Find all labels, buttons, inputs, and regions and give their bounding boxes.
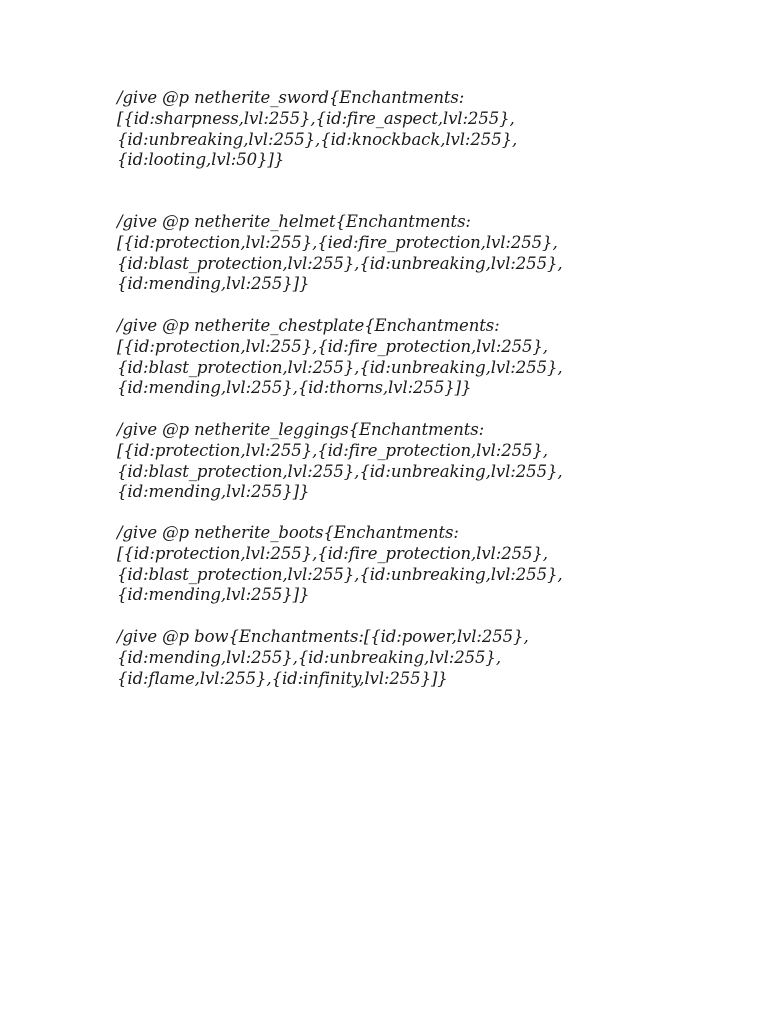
- command-line: {id:mending,lvl:255}]}: [117, 585, 310, 605]
- give-command-netherite-boots: [117, 523, 737, 606]
- command-line: {id:blast_protection,lvl:255},{id:unbreaking,lvl:255},: [117, 564, 563, 584]
- give-command-bow: [117, 627, 737, 689]
- command-line: /give @p netherite_chestplate{Enchantments:: [117, 316, 500, 335]
- give-command-netherite-sword: [117, 88, 737, 171]
- command-line: [{id:protection,lvl:255},{id:fire_protection,lvl:255},: [117, 543, 548, 563]
- command-line: /give @p bow{Enchantments:[{id:power,lvl:255},: [117, 627, 529, 646]
- command-line: /give @p netherite_sword{Enchantments:: [117, 88, 465, 107]
- command-line: /give @p netherite_helmet{Enchantments:: [117, 212, 471, 231]
- command-line: {id:unbreaking,lvl:255},{id:knockback,lvl:255},: [117, 129, 518, 149]
- command-line: /give @p netherite_leggings{Enchantments:: [117, 420, 485, 439]
- give-command-netherite-chestplate: [117, 316, 737, 399]
- command-line: {id:mending,lvl:255},{id:thorns,lvl:255}]}: [117, 378, 472, 398]
- command-line: {id:mending,lvl:255}]}: [117, 274, 310, 294]
- command-line: {id:flame,lvl:255},{id:infinity,lvl:255}]}: [117, 668, 448, 688]
- command-line: [{id:protection,lvl:255},{id:fire_protection,lvl:255},: [117, 336, 548, 356]
- command-line: {id:blast_protection,lvl:255},{id:unbreaking,lvl:255},: [117, 357, 563, 377]
- give-command-netherite-helmet: [117, 212, 737, 295]
- command-line: [{id:protection,lvl:255},{id:fire_protection,lvl:255},: [117, 440, 548, 460]
- command-line: [{id:protection,lvl:255},{ied:fire_protection,lvl:255},: [117, 232, 558, 252]
- command-line: {id:looting,lvl:50}]}: [117, 150, 285, 170]
- command-line: {id:blast_protection,lvl:255},{id:unbreaking,lvl:255},: [117, 253, 563, 273]
- command-line: {id:mending,lvl:255}]}: [117, 482, 310, 502]
- command-line: [{id:sharpness,lvl:255},{id:fire_aspect,lvl:255},: [117, 108, 515, 128]
- command-line: /give @p netherite_boots{Enchantments:: [117, 523, 459, 542]
- command-line: {id:blast_protection,lvl:255},{id:unbreaking,lvl:255},: [117, 461, 563, 481]
- command-line: {id:mending,lvl:255},{id:unbreaking,lvl:255},: [117, 647, 501, 667]
- give-command-netherite-leggings: [117, 420, 737, 503]
